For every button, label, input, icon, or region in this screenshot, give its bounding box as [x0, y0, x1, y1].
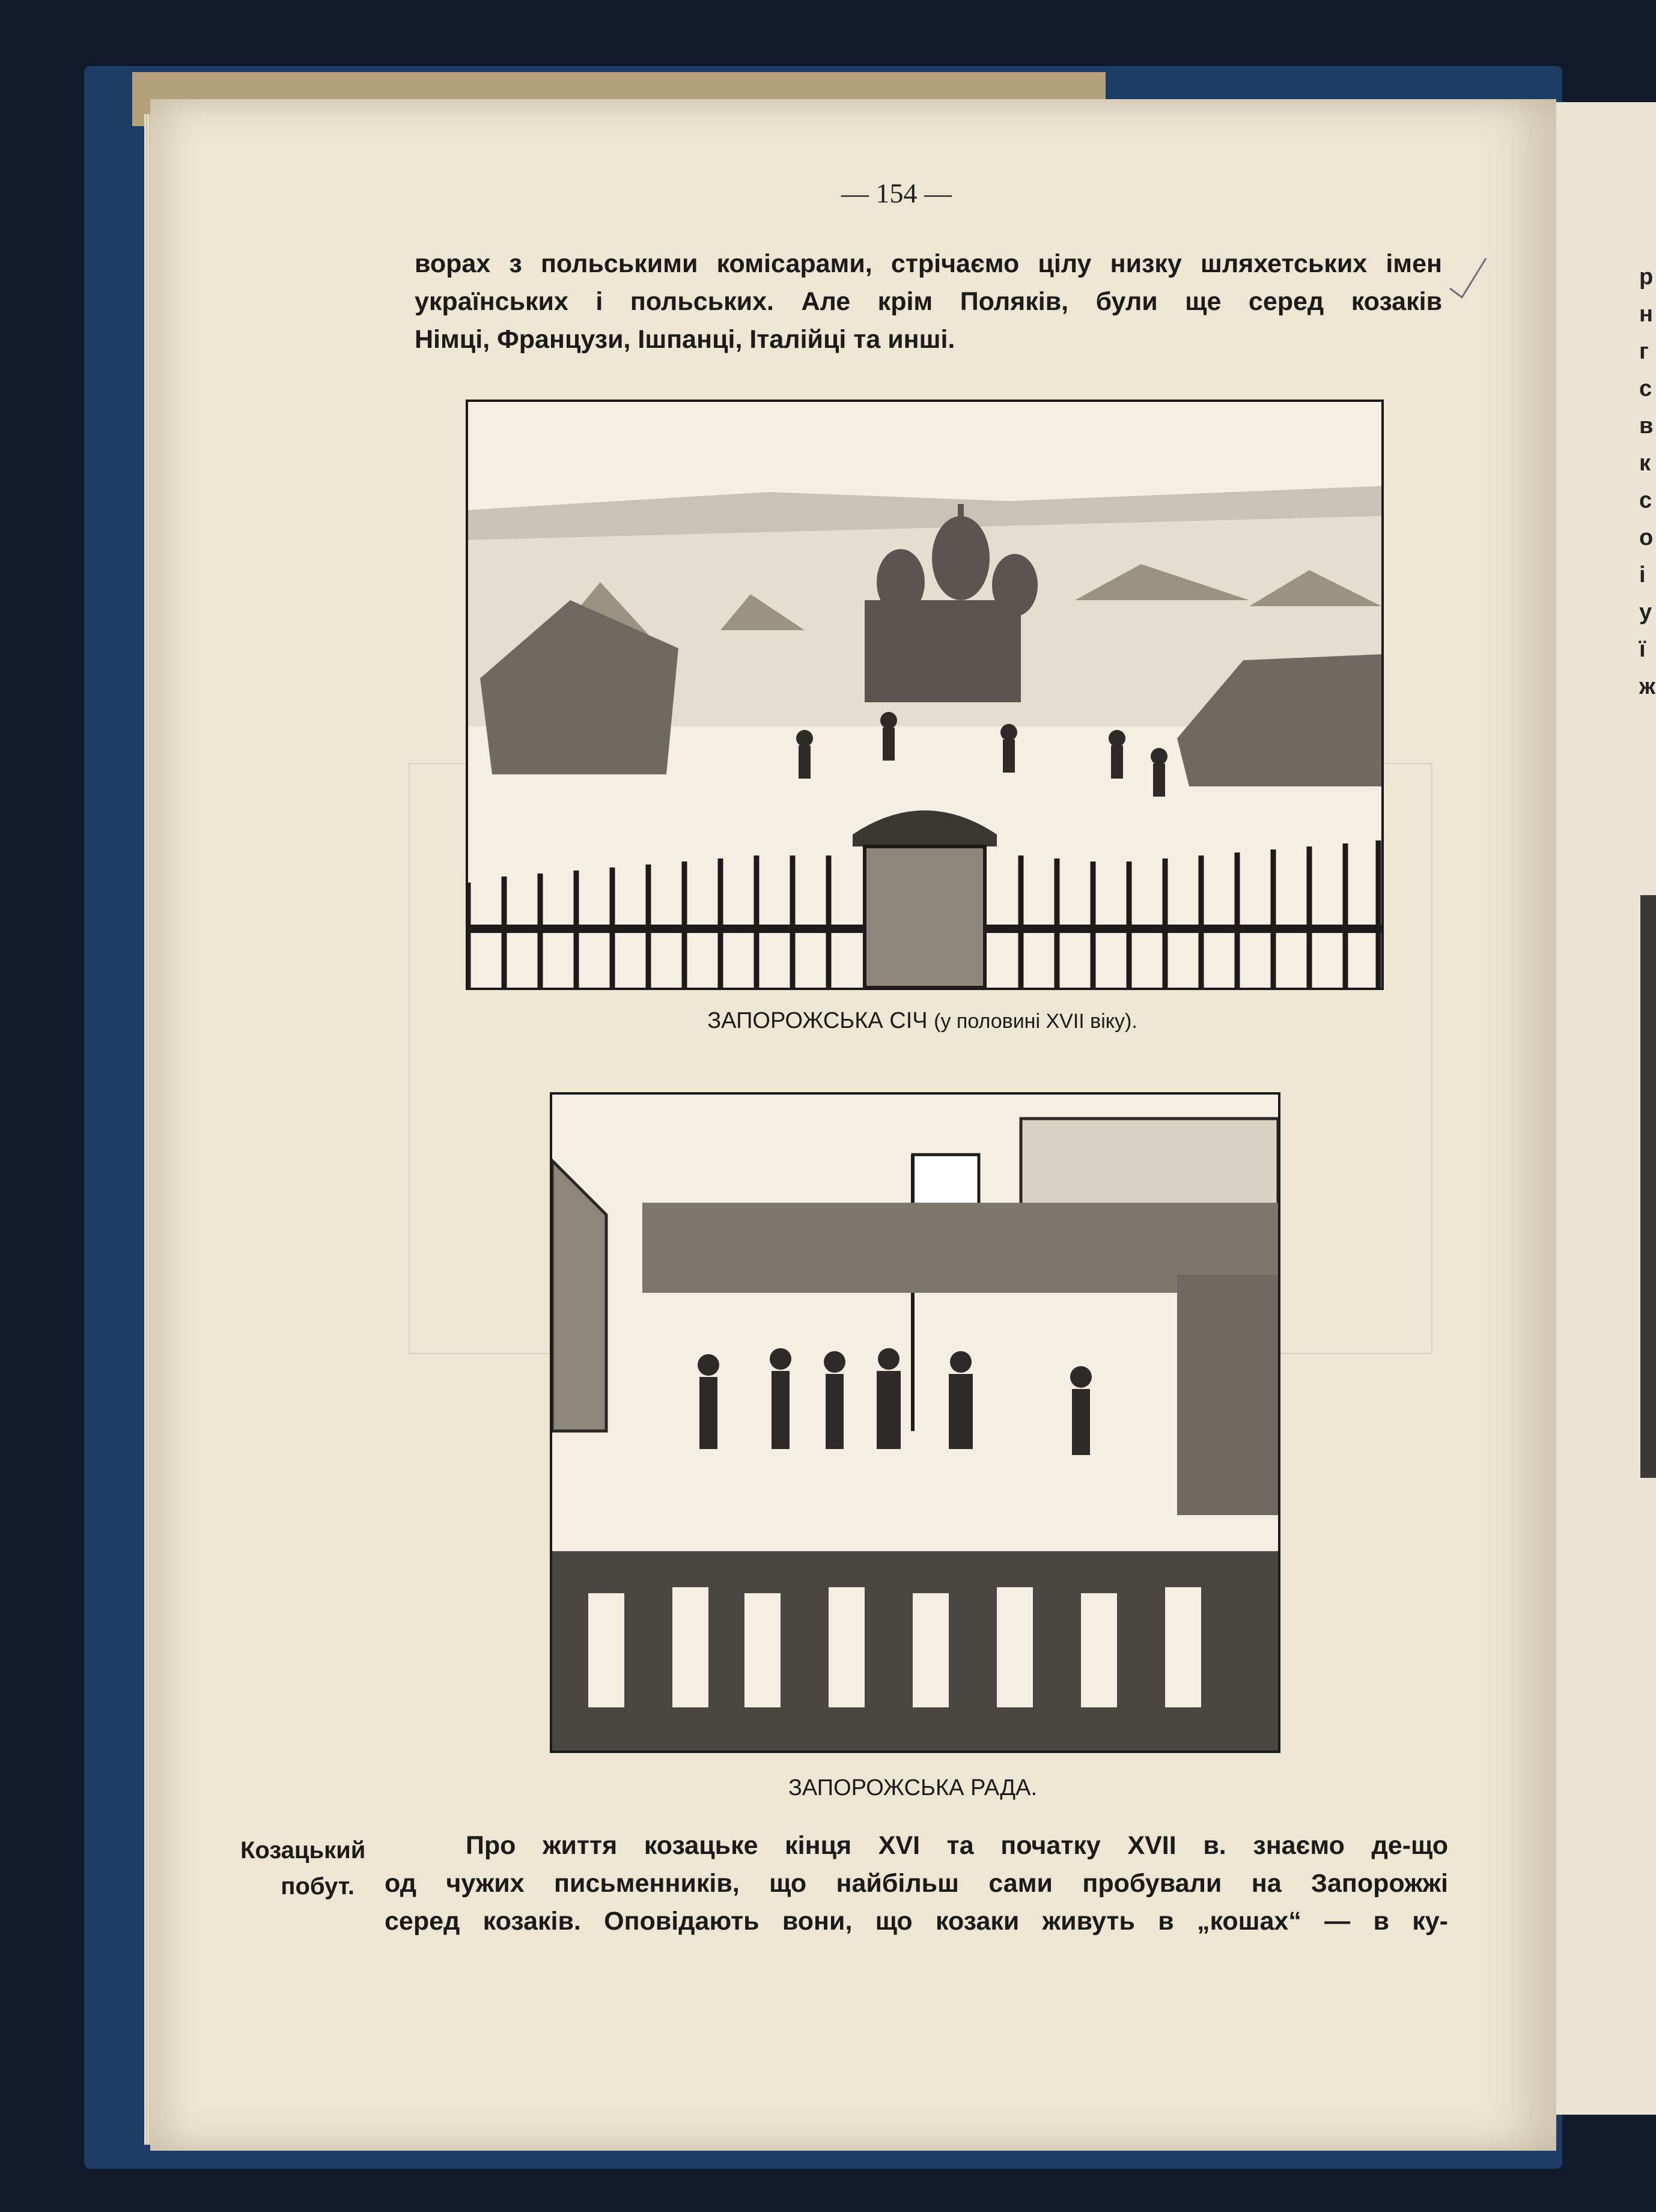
side-note-line: Козацький: [240, 1837, 366, 1864]
figure-1-caption: [466, 1008, 1379, 1034]
right-page-fragment: н: [1639, 302, 1653, 327]
figure-2-caption: ЗАПОРОЖСЬКА РАДА.: [788, 1775, 1038, 1800]
text-line: Про життя козацьке кінця XVI та початку XVII в. знаємо де-що: [466, 1831, 1448, 1860]
right-page-fragment: о: [1639, 525, 1654, 550]
page-number: — 154 —: [841, 178, 952, 208]
right-page-fragment: г: [1639, 339, 1649, 364]
side-note-line: побут.: [281, 1873, 355, 1900]
text-line: Німці, Французи, Ішпанці, Італійці та инші.: [415, 325, 955, 354]
right-page-fragment: і: [1639, 562, 1646, 588]
right-page-fragment: у: [1639, 600, 1652, 625]
right-page-fragment: с: [1639, 376, 1652, 401]
right-page-fragment: с: [1639, 488, 1652, 513]
right-page-fragment: к: [1639, 451, 1651, 476]
pencil-tick-mark: [1447, 255, 1489, 303]
right-page-fragment: ї: [1639, 637, 1646, 662]
text-line: од чужих письменників, що найбільш сами пробували на Запорожжі: [385, 1869, 1448, 1898]
top-paragraph: [415, 249, 1442, 363]
bottom-paragraph: [385, 1831, 1448, 1945]
text-line: ворах з польськими комісарами, стрічаємо цілу низку шляхетських імен: [415, 249, 1442, 278]
caption-sub: (у половині XVII віку).: [934, 1010, 1137, 1033]
caption-main: ЗАПОРОЖСЬКА СІЧ: [707, 1008, 928, 1033]
right-page-fragment: в: [1639, 413, 1654, 439]
text-line: серед козаків. Оповідають вони, що козаки живуть в „кошах“ — в ку-: [385, 1907, 1448, 1936]
illustration-sich: [466, 400, 1384, 990]
side-note: [240, 1832, 366, 1904]
right-page-fragment: ж: [1639, 674, 1655, 699]
text-line: українських і польських. Але крім Поляків, були ще серед козаків: [415, 287, 1442, 316]
right-page-fragment: р: [1639, 264, 1654, 290]
illustration-rada: [550, 1092, 1280, 1753]
right-page: [1550, 102, 1656, 2115]
right-page-illustration-edge: [1640, 895, 1656, 1478]
